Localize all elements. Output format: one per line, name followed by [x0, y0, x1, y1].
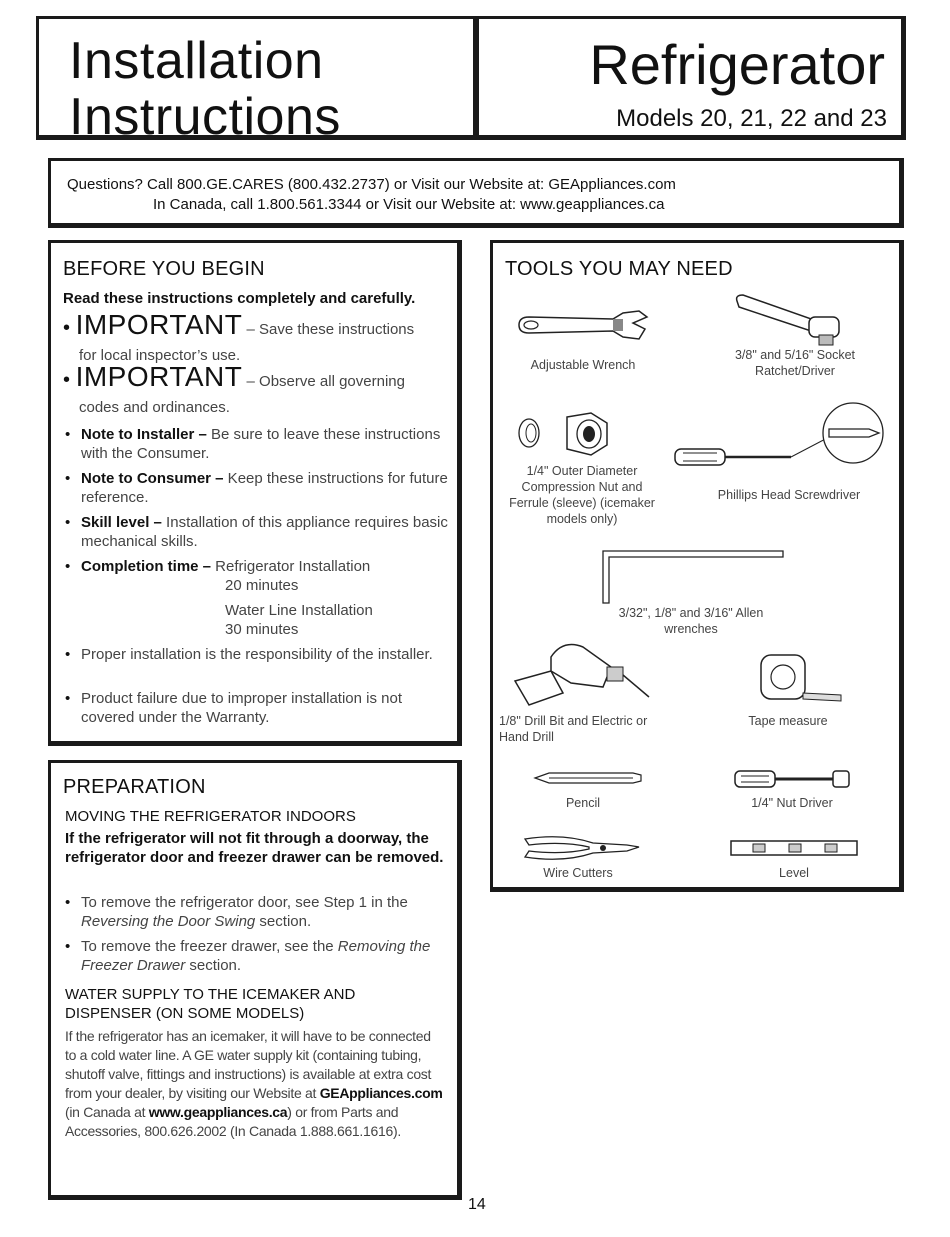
- header-title-box: [36, 16, 478, 146]
- contact-box: [48, 158, 904, 228]
- models-line: Models 20, 21, 22 and 23: [616, 105, 887, 132]
- website-link: www.geappliances.ca: [148, 1104, 288, 1120]
- body-text: ) or from Parts and Accessories, 800.626.2002 (In Canada 1.888.661.1616).: [65, 1104, 401, 1139]
- title-line-1: Installation: [69, 32, 324, 90]
- caption-nut-driver: 1/4" Nut Driver: [751, 796, 833, 810]
- bullet-text: section.: [185, 957, 242, 974]
- compression-nut-icon: [517, 409, 627, 459]
- bullet-text: Proper installation is the responsibility of the installer.: [81, 646, 433, 663]
- bullet-text: Refrigerator Installation: [211, 558, 371, 575]
- drill-icon: [511, 637, 651, 711]
- water-supply-text: [65, 1027, 445, 1141]
- important-1-cont: for local inspector’s use.: [79, 347, 241, 364]
- bullet-label: Note to Installer –: [81, 426, 207, 443]
- level-icon: [729, 839, 859, 857]
- website-link: GEAppliances.com: [319, 1085, 443, 1101]
- header-product-box: [476, 16, 906, 140]
- section-title: PREPARATION: [63, 776, 206, 798]
- important-label: IMPORTANT: [75, 309, 243, 340]
- caption-level: Level: [779, 866, 809, 880]
- bullet-skill-level: • Skill level – Installation of this appliance requires basic mechanical skills.: [65, 514, 448, 550]
- pencil-icon: [533, 771, 643, 785]
- before-you-begin-section: [48, 240, 462, 746]
- bullet-label: Skill level –: [81, 514, 162, 531]
- caption-compression-nut: 1/4" Outer Diameter Compression Nut and Ferrule (sleeve) (icemaker models only): [509, 464, 655, 526]
- bullet-label: Note to Consumer –: [81, 470, 224, 487]
- important-2-cont: codes and ordinances.: [79, 399, 230, 416]
- completion-water: Water Line Installation: [225, 602, 373, 619]
- bullet-text: To remove the freezer drawer, see the: [81, 938, 338, 955]
- subheading-moving: MOVING THE REFRIGERATOR INDOORS: [65, 808, 356, 825]
- caption-pencil: Pencil: [565, 796, 601, 810]
- preparation-section: [48, 760, 462, 1200]
- completion-ref-time: 20 minutes: [225, 577, 299, 594]
- bullet-text: section.: [255, 913, 312, 930]
- bullet-note-consumer: • Note to Consumer – Keep these instructions for future reference.: [65, 470, 448, 506]
- wire-cutters-icon: [523, 833, 643, 863]
- bullet-text: Be sure to leave these instructions with the Consumer.: [81, 426, 441, 462]
- bullet-remove-door: • To remove the refrigerator door, see Step 1 in the Reversing the Door Swing section.: [65, 894, 408, 930]
- adjustable-wrench-icon: [513, 307, 653, 343]
- section-title: BEFORE YOU BEGIN: [63, 258, 265, 280]
- bullet-text: Keep these instructions for future reference.: [81, 470, 448, 506]
- bullet-note-installer: • Note to Installer – Be sure to leave these instructions with the Consumer.: [65, 426, 441, 462]
- subheading-water-supply: WATER SUPPLY TO THE ICEMAKER AND DISPENSER (ON SOME MODELS): [65, 986, 356, 1022]
- bullet-completion-time: • Completion time – Refrigerator Installation: [65, 558, 371, 575]
- contact-line-us: Questions? Call 800.GE.CARES (800.432.2737) or Visit our Website at: GEAppliances.com: [67, 176, 676, 193]
- completion-water-time: 30 minutes: [225, 621, 299, 638]
- document-title: [69, 33, 341, 145]
- bullet-product-failure: • Product failure due to improper installation is not covered under the Warranty.: [65, 689, 455, 727]
- bullet-text: Installation of this appliance requires basic mechanical skills.: [81, 514, 448, 550]
- body-text: If the refrigerator has an icemaker, it will have to be connected to a cold water line. A GE water supply kit (containing tubing, shutoff valve, fittings and instructions) is available at extra cost from your dealer, by visiting our Website at: [65, 1028, 432, 1101]
- nut-driver-icon: [733, 767, 853, 791]
- caption-socket: 3/8" and 5/16" Socket Ratchet/Driver: [734, 348, 856, 378]
- caption-allen: 3/32", 1/8" and 3/16" Allen wrenches: [618, 606, 764, 636]
- socket-ratchet-icon: [733, 291, 853, 347]
- caption-drill: 1/8" Drill Bit and Electric or Hand Drill: [499, 714, 648, 744]
- caption-wrench: Adjustable Wrench: [530, 358, 636, 372]
- title-line-2: Instructions: [69, 88, 341, 146]
- important-label: IMPORTANT: [75, 361, 243, 392]
- bullet-ref: Removing the Freezer Drawer: [81, 938, 431, 974]
- caption-wire-cutters: Wire Cutters: [543, 866, 613, 880]
- bullet-label: Completion time –: [81, 558, 212, 575]
- important-text: – Observe all governing: [242, 373, 405, 390]
- tools-section: [490, 240, 904, 892]
- intro-text: Read these instructions completely and carefully.: [63, 290, 416, 307]
- caption-tape: Tape measure: [748, 714, 828, 728]
- bullet-ref: Reversing the Door Swing: [81, 913, 256, 930]
- important-2: • IMPORTANT – Observe all governing: [63, 361, 405, 392]
- bullet-remove-drawer: • To remove the freezer drawer, see the Removing the Freezer Drawer section.: [65, 938, 431, 974]
- body-text: (in Canada at: [65, 1104, 149, 1120]
- important-1: • IMPORTANT – Save these instructions: [63, 309, 415, 340]
- bullet-text: To remove the refrigerator door, see Step 1 in the: [81, 894, 408, 911]
- tape-measure-icon: [757, 651, 847, 711]
- important-text: – Save these instructions: [242, 321, 415, 338]
- phillips-screwdriver-icon: [673, 405, 893, 469]
- moving-bold-text: If the refrigerator will not fit through a doorway, the refrigerator door and freezer drawer can be removed.: [65, 830, 444, 866]
- product-name: Refrigerator: [589, 33, 885, 96]
- contact-line-canada: In Canada, call 1.800.561.3344 or Visit our Website at: www.geappliances.ca: [153, 196, 665, 213]
- allen-wrench-icon: [597, 545, 787, 605]
- section-title: TOOLS YOU MAY NEED: [505, 258, 733, 280]
- page-number: 14: [468, 1196, 486, 1213]
- bullet-text: Product failure due to improper installation is not covered under the Warranty.: [81, 690, 403, 726]
- caption-phillips: Phillips Head Screwdriver: [717, 488, 861, 502]
- bullet-proper-installation: • Proper installation is the responsibility of the installer.: [65, 645, 435, 664]
